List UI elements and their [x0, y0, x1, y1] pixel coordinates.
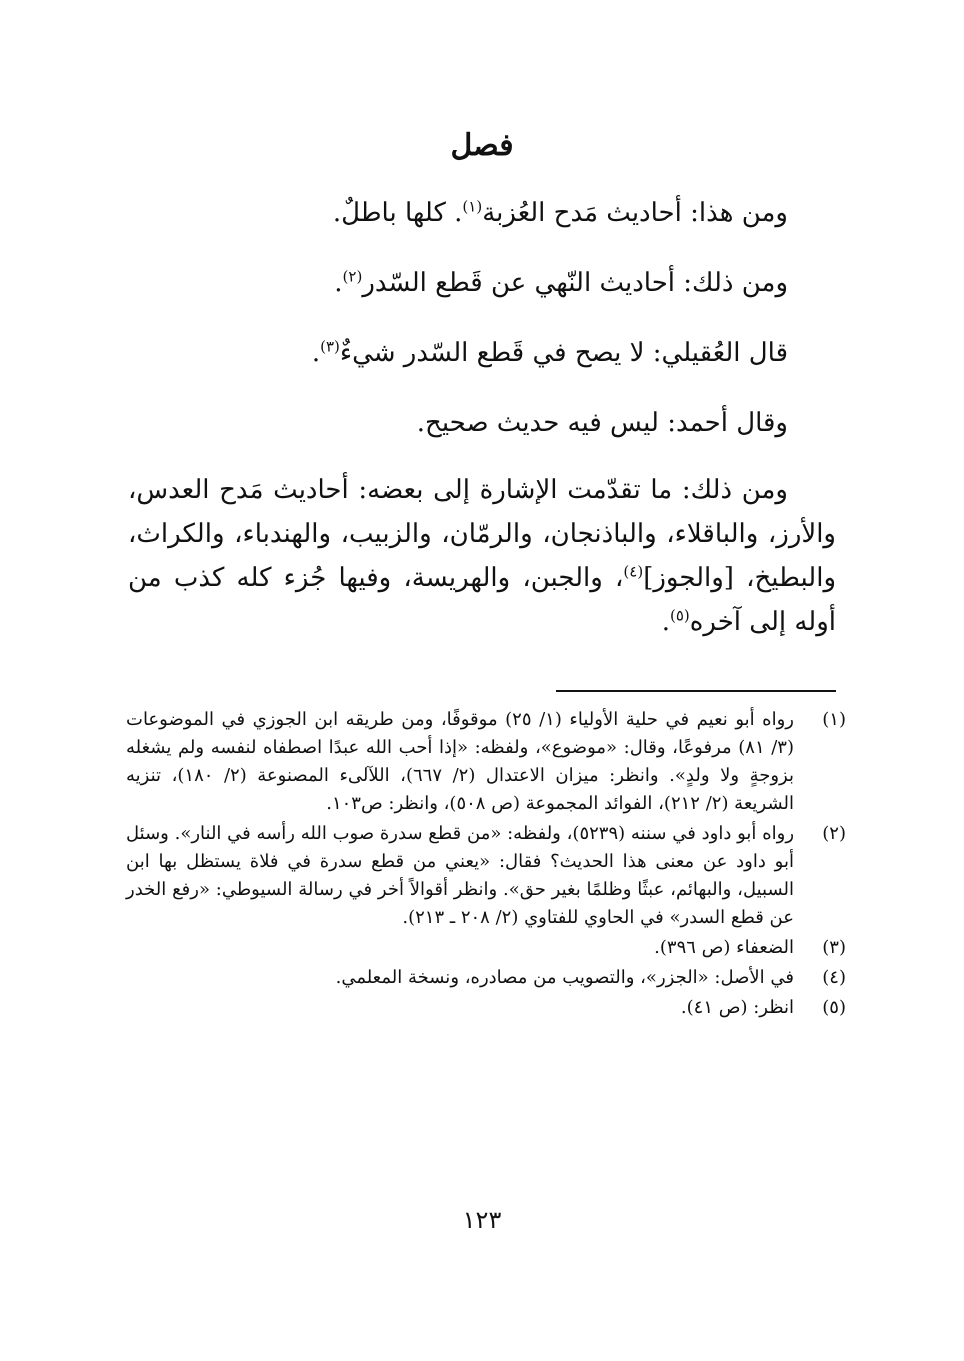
footnote-ref[interactable]: (٤): [623, 562, 644, 581]
main-text: [128, 188, 836, 644]
paragraph-text: .: [311, 338, 321, 368]
footnote: [126, 934, 846, 962]
footnote: [126, 820, 846, 932]
footnote-text: الضعفاء (ص ٣٩٦).: [654, 937, 794, 958]
footnote-text: رواه أبو داود في سننه (٥٢٣٩)، ولفظه: «من قطع سدرة صوب الله رأسه في النار». وسئل أبو داود عن معنى هذا الحديث؟ فقال: «يعني من قطع سدرة في فلاة يستظل بها ابن السبيل، والبهائم، عبثًا وظلمًا بغير حق». وانظر أقوالاً أخر في رسالة السيوطي: «رفع الخدر عن قطع السدر» في الحاوي للفتاوي (٢/ ٢٠٨ ـ ٢١٣).: [126, 823, 795, 928]
paragraph-ahmad: [128, 398, 836, 448]
paragraph-text: ومن ذلك: أحاديث النّهي عن قَطع السّدر: [362, 268, 788, 298]
footnotes: [126, 706, 846, 1024]
footnote: [126, 994, 846, 1022]
paragraph-text: .: [661, 607, 670, 637]
footnote-number: (٤): [822, 967, 846, 988]
paragraph-text: ومن ذلك: ما تقدّمت الإشارة إلى بعضه: أحاديث مَدح العدس، والأرز، والباقلاء، والباذنجان، والرمّان، والزبيب، والهندباء، والكراث، والبطيخ، [والجوز]: [128, 475, 837, 593]
footnote-ref[interactable]: (٥): [669, 606, 690, 625]
footnote-number: (١): [822, 709, 846, 730]
paragraph-celibacy: [128, 188, 836, 238]
footnote: [126, 706, 846, 818]
section-title: فصل: [450, 128, 514, 163]
footnote-number: (٣): [822, 937, 846, 958]
footnote: [126, 964, 846, 992]
paragraph-text: ومن هذا: أحاديث مَدح العُزبة: [482, 198, 788, 228]
paragraph-text: قال العُقيلي: لا يصح في قَطع السّدر شيءٌ: [339, 338, 788, 368]
paragraph-text: .: [334, 268, 343, 298]
footnote-divider: [556, 690, 836, 692]
footnote-text: رواه أبو نعيم في حلية الأولياء (١/ ٢٥) موقوفًا، ومن طريقه ابن الجوزي في الموضوعات (٣/ ٨١) مرفوعًا، وقال: «موضوع»، ولفظه: «إذا أحب الله عبدًا اصطفاه لنفسه ولم يشغله بزوجةٍ ولا ولدٍ». وانظر: ميزان الاعتدال (٢/ ٦٦٧)، اللآلىء المصنوعة (٢/ ١٨٠)، تنزيه الشريعة (٢/ ٢١٢)، الفوائد المجموعة (ص ٥٠٨)، وانظر: ص١٠٣.: [126, 709, 794, 814]
paragraph-lote-tree: [128, 258, 836, 308]
paragraph-text: وقال أحمد: ليس فيه حديث صحيح.: [416, 408, 788, 438]
paragraph-text: . كلها باطلٌ.: [332, 198, 463, 228]
footnote-number: (٥): [822, 997, 846, 1018]
paragraph-foods: [128, 468, 836, 644]
paragraph-text: ، والجبن، والهريسة، وفيها جُزء كله كذب من أوله إلى آخره: [128, 563, 836, 637]
footnote-text: في الأصل: «الجزر»، والتصويب من مصادره، ونسخة المعلمي.: [335, 967, 794, 988]
paragraph-uqayli: [128, 328, 836, 378]
footnote-ref[interactable]: (٢): [342, 267, 363, 286]
footnote-ref[interactable]: (٣): [320, 337, 340, 356]
footnote-ref[interactable]: (١): [462, 197, 483, 216]
footnote-number: (٢): [822, 823, 846, 844]
page-number: ١٢٣: [462, 1206, 502, 1234]
footnote-text: انظر: (ص ٤١).: [680, 997, 794, 1018]
